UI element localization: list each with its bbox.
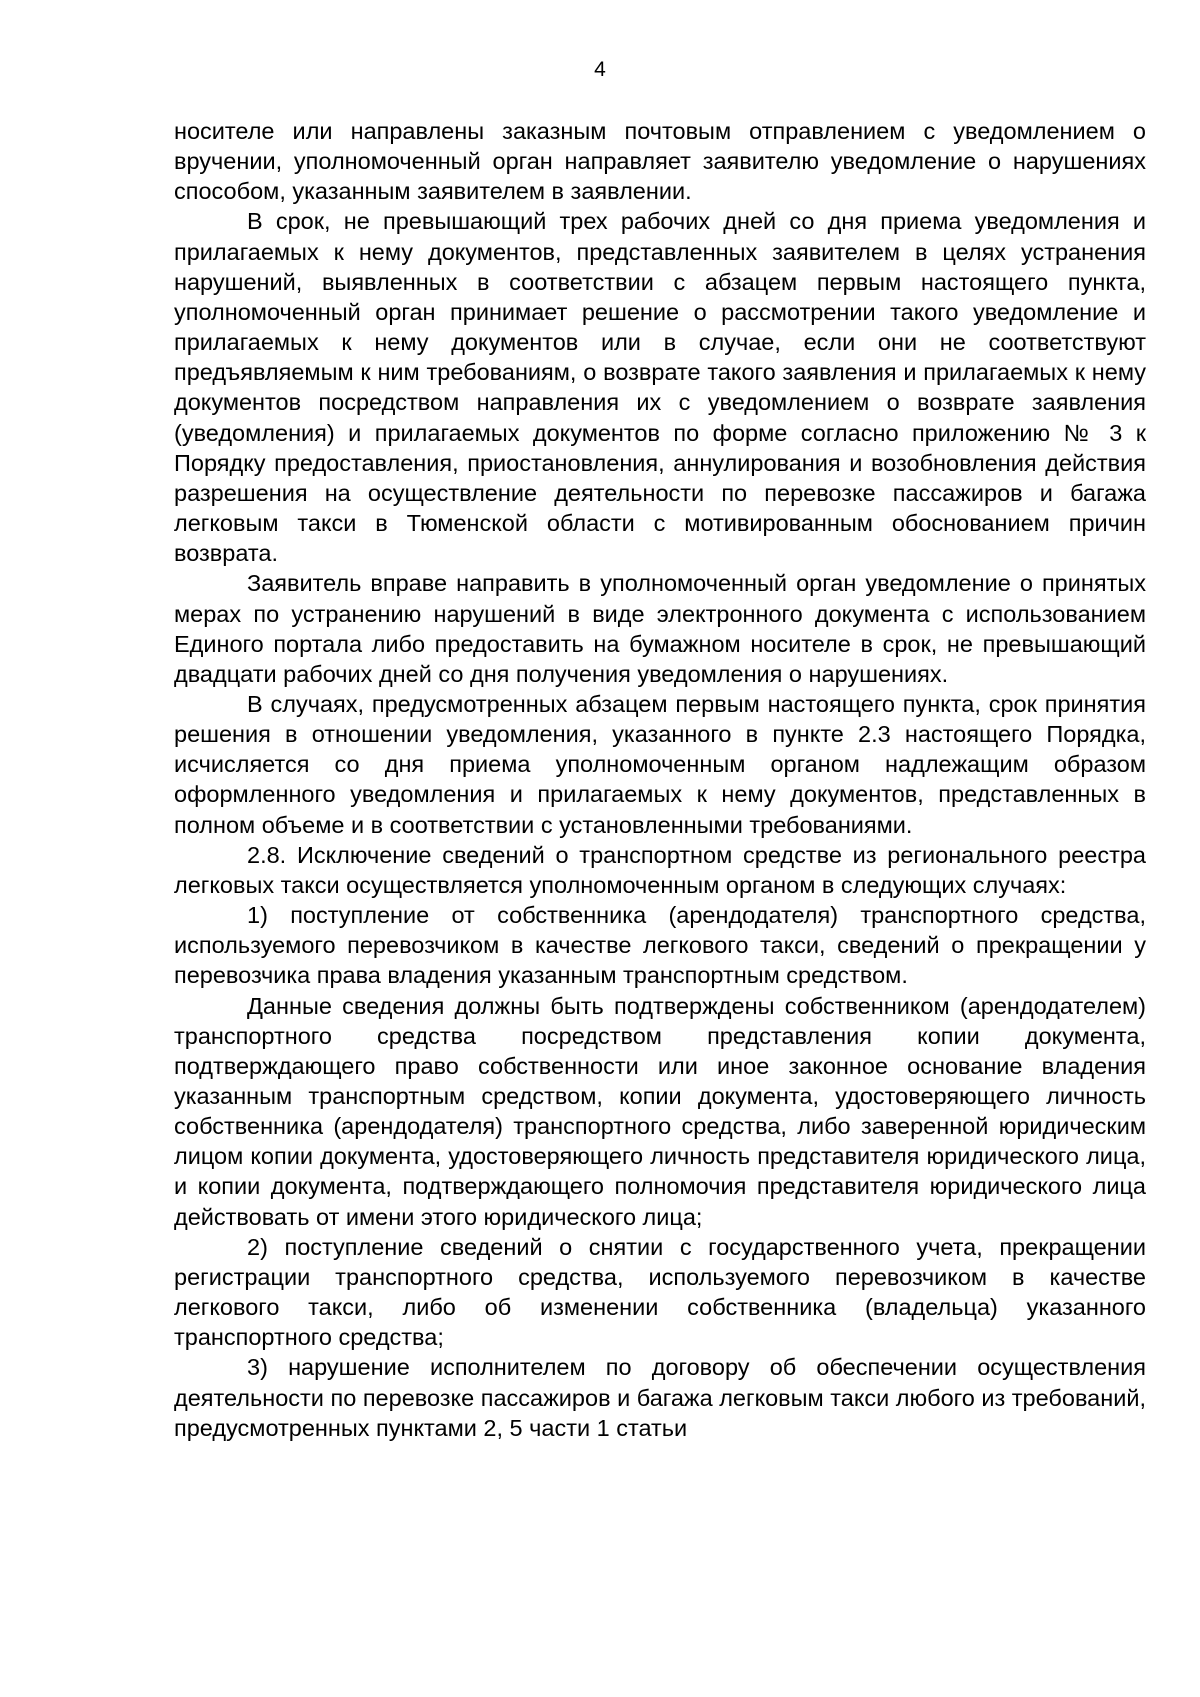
list-item-1: 1) поступление от собственника (арендодателя) транспортного средства, используемого перевозчиком в качестве легкового такси, сведений о прекращении у перевозчика права владения указанным транспортным средством. bbox=[174, 902, 1146, 989]
paragraph-review-deadline: В срок, не превышающий трех рабочих дней со дня приема уведомления и прилагаемых к нему документов, представленных заявителем в целях устранения нарушений, выявленных в соответствии с абзацем первым настоящего пункта, уполномоченный орган принимает решение о рассмотрении такого уведомление и прилагаемых к нему документов или в случае, если они не соответствуют предъявляемым к ним требованиям, о возврате такого заявления и прилагаемых к нему документов посредством направления их с уведомлением о возврате заявления (уведомления) и прилагаемых документов по форме согласно приложению № 3 к Порядку предоставления, приостановления, аннулирования и возобновления действия разрешения на осуществление деятельности по перевозке пассажиров и багажа легковым такси в Тюменской области с мотивированным обоснованием причин возврата. bbox=[174, 208, 1146, 567]
paragraph-continuation: носителе или направлены заказным почтовым отправлением с уведомлением о вручении, уполномоченный орган направляет заявителю уведомление о нарушениях способом, указанным заявителем в заявлении. bbox=[174, 118, 1146, 205]
paragraph-applicant-right: Заявитель вправе направить в уполномоченный орган уведомление о принятых мерах по устранению нарушений в виде электронного документа с использованием Единого портала либо предоставить на бумажном носителе в срок, не превышающий двадцати рабочих дней со дня получения уведомления о нарушениях. bbox=[174, 570, 1146, 687]
page-number: 4 bbox=[594, 58, 606, 81]
list-item-3: 3) нарушение исполнителем по договору об обеспечении осуществления деятельности по перевозке пассажиров и багажа легковым такси любого из требований, предусмотренных пунктами 2, 5 части 1 статьи bbox=[174, 1354, 1146, 1441]
list-item-2: 2) поступление сведений о снятии с государственного учета, прекращении регистрации транспортного средства, используемого перевозчиком в качестве легкового такси, либо об изменении собственника (владельца) указанного транспортного средства; bbox=[174, 1233, 1146, 1351]
paragraph-decision-term: В случаях, предусмотренных абзацем первым настоящего пункта, срок принятия решения в отношении уведомления, указанного в пункте 2.3 настоящего Порядка, исчисляется со дня приема уполномоченным органом надлежащим образом оформленного уведомления и прилагаемых к нему документов, представленных в полном объеме и в соответствии с установленными требованиями. bbox=[174, 690, 1146, 838]
document-body bbox=[174, 116, 1146, 1443]
paragraph-confirmation: Данные сведения должны быть подтверждены собственником (арендодателем) транспортного средства посредством представления копии документа, подтверждающего право собственности или иное законное основание владения указанным транспортным средством, копии документа, удостоверяющего личность собственника (арендодателя) транспортного средства, либо заверенной юридическим лицом копии документа, удостоверяющего личность представителя юридического лица, и копии документа, подтверждающего полномочия представителя юридического лица действовать от имени этого юридического лица; bbox=[174, 992, 1146, 1230]
paragraph-2-8-exclusion: 2.8. Исключение сведений о транспортном средстве из регионального реестра легковых такси осуществляется уполномоченным органом в следующих случаях: bbox=[174, 841, 1146, 898]
